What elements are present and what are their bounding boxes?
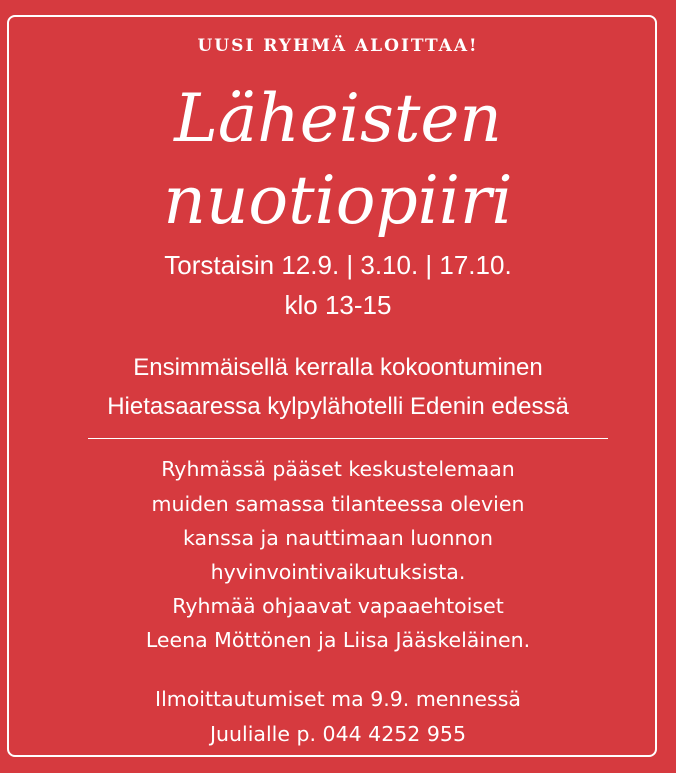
description-line-5: Ryhmää ohjaavat vapaaehtoiset — [172, 594, 504, 618]
location-line-1: Ensimmäisellä kerralla kokoontuminen — [133, 354, 543, 381]
description-line-6: Leena Möttönen ja Liisa Jääskeläinen. — [145, 628, 531, 652]
description-line-4: hyvinvointivaikutuksista. — [210, 560, 466, 584]
title-line-1: Läheisten — [174, 80, 502, 157]
location-line-2: Hietasaaressa kylpylähotelli Edenin edessä — [107, 393, 569, 420]
schedule-dates: Torstaisin 12.9. | 3.10. | 17.10. — [164, 250, 512, 280]
registration-line-1: Ilmoittautumiset ma 9.9. mennessä — [155, 687, 521, 711]
title-line-2: nuotiopiiri — [163, 162, 513, 239]
registration-line-2: Juulialle p. 044 4252 955 — [209, 722, 466, 746]
kicker-text: UUSI RYHMÄ ALOITTAA! — [197, 36, 479, 56]
description-line-3: kanssa ja nauttimaan luonnon — [183, 526, 493, 550]
description-line-1: Ryhmässä pääset keskustelemaan — [161, 457, 515, 481]
divider — [88, 438, 608, 439]
description-line-2: muiden samassa tilanteessa olevien — [151, 492, 525, 516]
schedule-time: klo 13-15 — [284, 290, 392, 320]
